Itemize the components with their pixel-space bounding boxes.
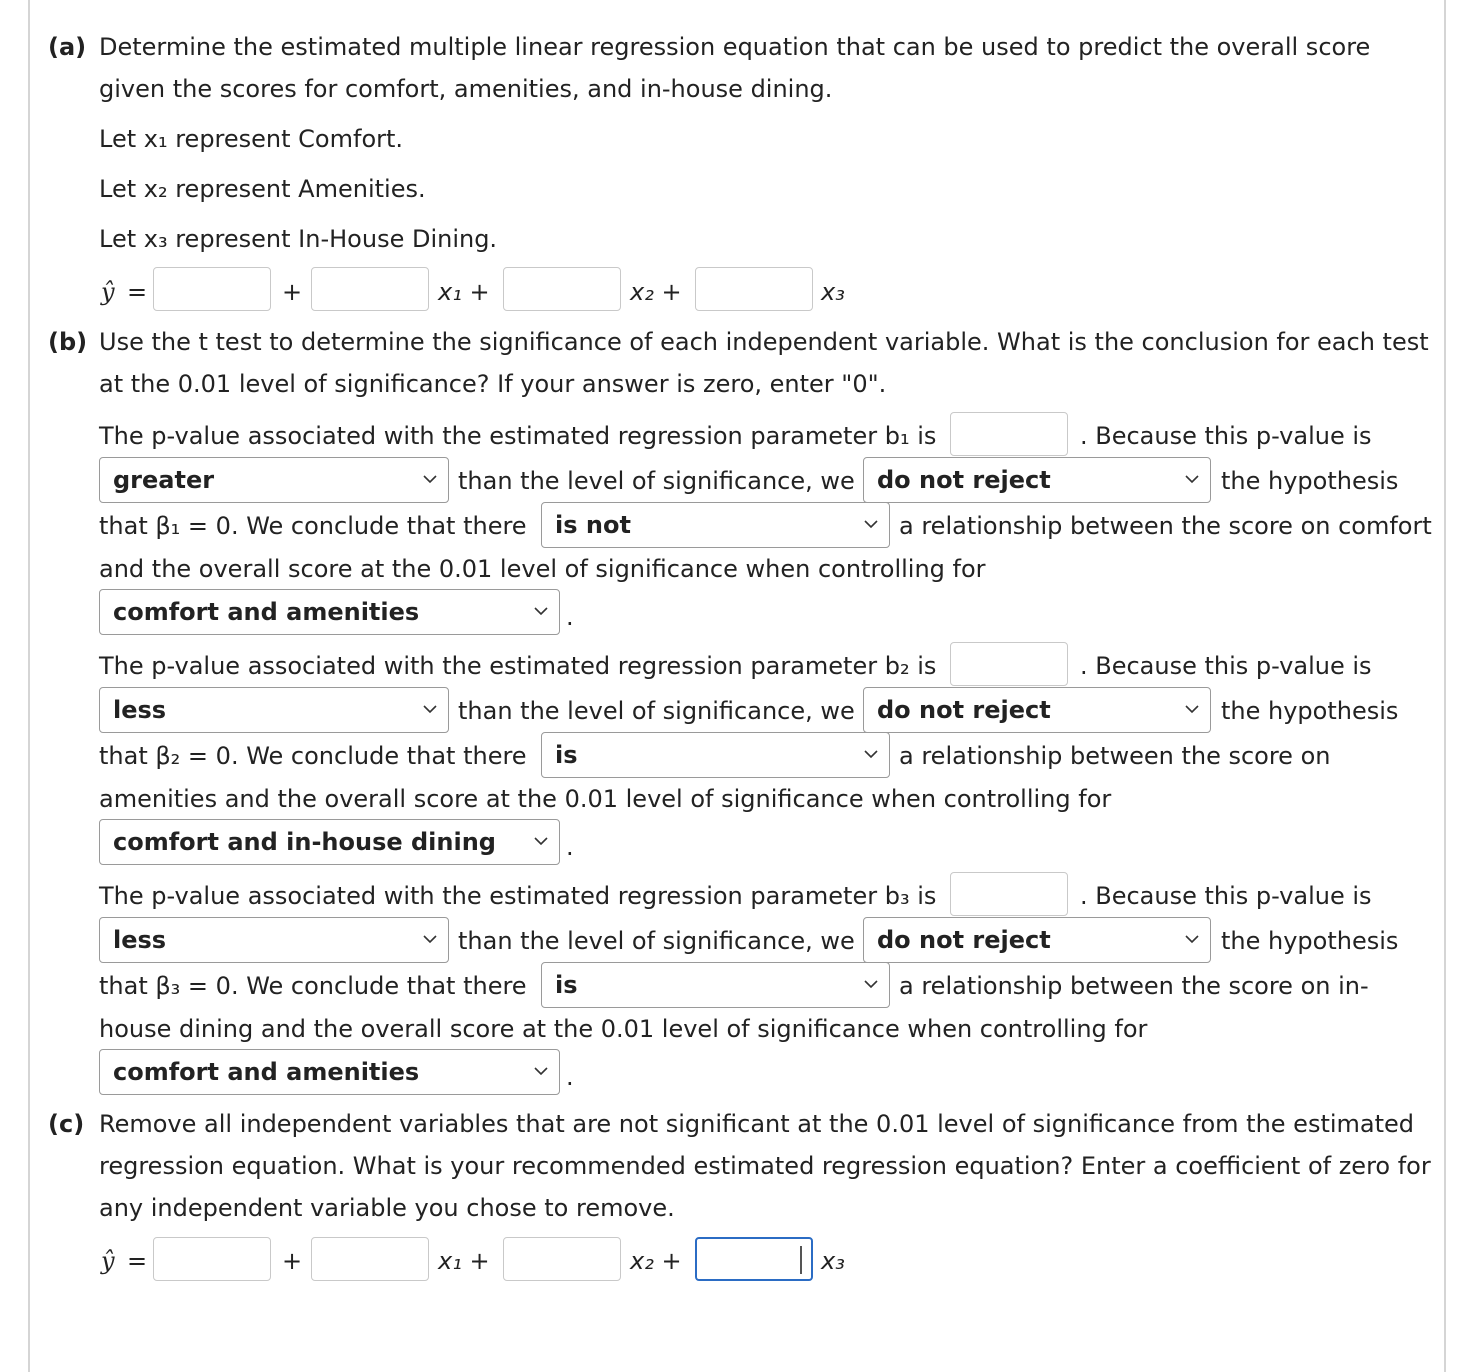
that-text-b3: that β₃ = 0. We conclude that there <box>99 972 527 1000</box>
chevron-down-icon <box>1184 701 1200 717</box>
compare-select-b1[interactable] <box>99 457 449 503</box>
decision-select-value: do not reject <box>877 466 1051 494</box>
decision-select-b1[interactable] <box>863 457 1211 503</box>
relation-select-b3[interactable] <box>541 962 890 1008</box>
controlling-select-b3[interactable] <box>99 1049 560 1095</box>
chevron-down-icon <box>533 1063 549 1079</box>
pvalue-text-b3: The p-value associated with the estimated regression parameter b₃ is <box>99 882 937 910</box>
part-c-line3: any independent variable you chose to remove. <box>99 1194 675 1222</box>
relationship-text-b1: a relationship between the score on comfort <box>899 512 1432 540</box>
c-b1-input[interactable] <box>311 1237 429 1281</box>
controlling-text-b3: house dining and the overall score at the 0.01 level of significance when controlling for <box>99 1015 1148 1043</box>
a-b2-input[interactable] <box>503 267 621 311</box>
relationship-text-b3: a relationship between the score on in- <box>899 972 1369 1000</box>
relationship-text-b2: a relationship between the score on <box>899 742 1331 770</box>
relation-select-b2[interactable] <box>541 732 890 778</box>
a-b1-input[interactable] <box>311 267 429 311</box>
compare-select-b3[interactable] <box>99 917 449 963</box>
compare-select-value: greater <box>113 466 215 494</box>
because-text-b3: . Because this p-value is <box>1080 882 1372 910</box>
yhat-symbol: ŷ <box>101 278 115 306</box>
part-a-label: (a) <box>48 33 87 61</box>
text-cursor <box>800 1246 802 1274</box>
compare-select-value: less <box>113 926 167 954</box>
than-text-b3: than the level of significance, we <box>458 927 855 955</box>
part-b-label: (b) <box>48 328 88 356</box>
x3-term: x₃ <box>821 1247 845 1275</box>
x1-term: x₁ + <box>438 278 490 306</box>
controlling-text-b1: and the overall score at the 0.01 level of significance when controlling for <box>99 555 986 583</box>
period: . <box>566 833 574 861</box>
c-b2-input[interactable] <box>503 1237 621 1281</box>
chevron-down-icon <box>1184 471 1200 487</box>
let-x3: Let x₃ represent In-House Dining. <box>99 225 498 253</box>
part-b-line1: Use the t test to determine the significance of each independent variable. What is the conclusion for each test <box>99 328 1429 356</box>
hypothesis-text-b2: the hypothesis <box>1221 697 1399 725</box>
x3-term: x₃ <box>821 278 845 306</box>
compare-select-value: less <box>113 696 167 724</box>
let-x1: Let x₁ represent Comfort. <box>99 125 404 153</box>
decision-select-b3[interactable] <box>863 917 1211 963</box>
controlling-select-b2[interactable] <box>99 819 560 865</box>
c-intercept-input[interactable] <box>153 1237 271 1281</box>
pvalue-b3-input[interactable] <box>950 872 1068 916</box>
controlling-text-b2: amenities and the overall score at the 0.01 level of significance when controlling for <box>99 785 1112 813</box>
part-c-line2: regression equation. What is your recommended estimated regression equation? Enter a coefficient of zero for <box>99 1152 1431 1180</box>
period: . <box>566 1063 574 1091</box>
that-text-b2: that β₂ = 0. We conclude that there <box>99 742 527 770</box>
because-text-b1: . Because this p-value is <box>1080 422 1372 450</box>
chevron-down-icon <box>422 931 438 947</box>
compare-select-b2[interactable] <box>99 687 449 733</box>
c-b3-input-focused[interactable] <box>695 1237 813 1281</box>
than-text-b1: than the level of significance, we <box>458 467 855 495</box>
x2-term: x₂ + <box>630 278 682 306</box>
equals-sign: = <box>127 278 148 306</box>
chevron-down-icon <box>1184 931 1200 947</box>
chevron-down-icon <box>533 603 549 619</box>
pvalue-text-b1: The p-value associated with the estimated regression parameter b₁ is <box>99 422 937 450</box>
pvalue-text-b2: The p-value associated with the estimated regression parameter b₂ is <box>99 652 937 680</box>
because-text-b2: . Because this p-value is <box>1080 652 1372 680</box>
part-c-label: (c) <box>48 1110 85 1138</box>
equals-sign: = <box>127 1247 148 1275</box>
chevron-down-icon <box>863 516 879 532</box>
a-intercept-input[interactable] <box>153 267 271 311</box>
part-a-line1: Determine the estimated multiple linear regression equation that can be used to predict the overall score <box>99 33 1371 61</box>
let-x2: Let x₂ represent Amenities. <box>99 175 426 203</box>
chevron-down-icon <box>863 976 879 992</box>
pvalue-b1-input[interactable] <box>950 412 1068 456</box>
controlling-select-value: comfort and in-house dining <box>113 828 496 856</box>
decision-select-b2[interactable] <box>863 687 1211 733</box>
decision-select-value: do not reject <box>877 926 1051 954</box>
relation-select-value: is not <box>555 511 631 539</box>
that-text-b1: that β₁ = 0. We conclude that there <box>99 512 527 540</box>
chevron-down-icon <box>422 701 438 717</box>
pvalue-b2-input[interactable] <box>950 642 1068 686</box>
right-frame-border <box>1444 0 1446 1372</box>
controlling-select-value: comfort and amenities <box>113 598 420 626</box>
plus-sign: + <box>282 278 303 306</box>
part-b-line2: at the 0.01 level of significance? If your answer is zero, enter "0". <box>99 370 887 398</box>
relation-select-value: is <box>555 741 578 769</box>
controlling-select-value: comfort and amenities <box>113 1058 420 1086</box>
hypothesis-text-b3: the hypothesis <box>1221 927 1399 955</box>
controlling-select-b1[interactable] <box>99 589 560 635</box>
part-a-line2: given the scores for comfort, amenities, and in-house dining. <box>99 75 833 103</box>
chevron-down-icon <box>863 746 879 762</box>
relation-select-value: is <box>555 971 578 999</box>
chevron-down-icon <box>533 833 549 849</box>
relation-select-b1[interactable] <box>541 502 890 548</box>
yhat-symbol: ŷ <box>101 1247 115 1275</box>
period: . <box>566 603 574 631</box>
a-b3-input[interactable] <box>695 267 813 311</box>
part-c-line1: Remove all independent variables that are not significant at the 0.01 level of significance from the estimated <box>99 1110 1415 1138</box>
x1-term: x₁ + <box>438 1247 490 1275</box>
hypothesis-text-b1: the hypothesis <box>1221 467 1399 495</box>
left-frame-border <box>28 0 30 1372</box>
than-text-b2: than the level of significance, we <box>458 697 855 725</box>
plus-sign: + <box>282 1247 303 1275</box>
chevron-down-icon <box>422 471 438 487</box>
decision-select-value: do not reject <box>877 696 1051 724</box>
x2-term: x₂ + <box>630 1247 682 1275</box>
